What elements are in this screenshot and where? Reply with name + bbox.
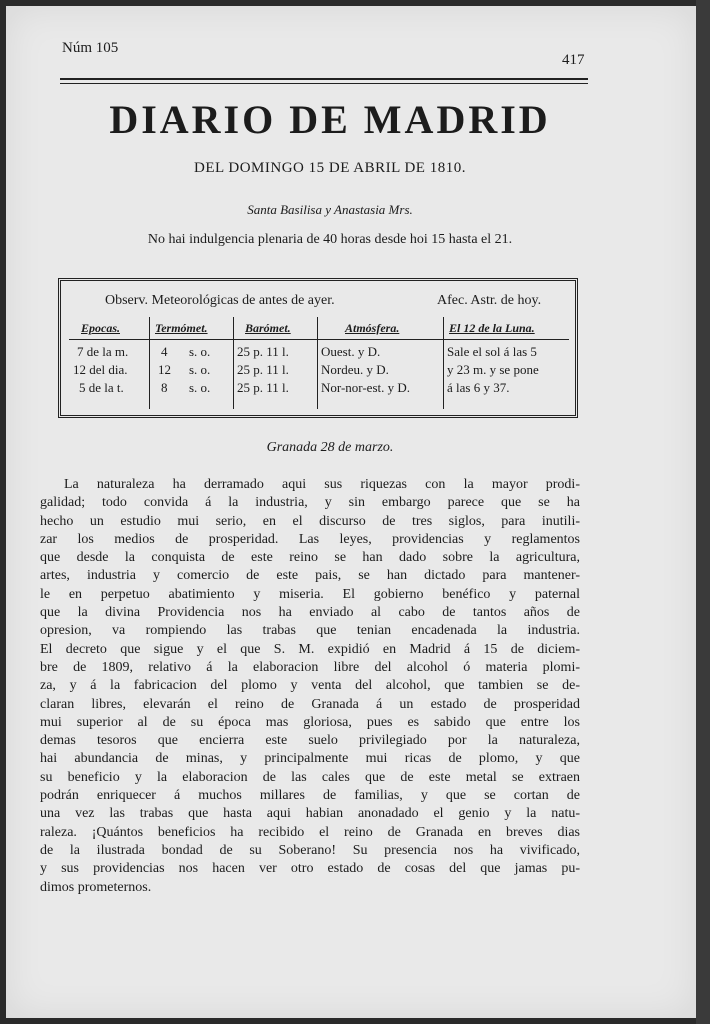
saints-of-day: Santa Basilisa y Anastasia Mrs.	[247, 202, 413, 217]
weather-col-divider	[233, 317, 234, 409]
astro-title: Afec. Astr. de hoy.	[437, 293, 542, 308]
col-epocas: Epocas.	[81, 321, 120, 335]
weather-col-divider	[149, 317, 150, 409]
header-rule	[60, 78, 588, 84]
article-line: za, y á la fabricacion del plomo y venta del alcohol, que tambien se de-	[40, 678, 580, 694]
weather-row-temp-scale: s. o.	[189, 362, 211, 377]
weather-row-atmosphere: Nordeu. y D.	[321, 362, 389, 377]
article-line: raleza. ¡Quántos beneficios ha recibido el reino de Granada en breves dias	[40, 824, 580, 840]
issue-number: Núm 105	[62, 40, 119, 56]
weather-row-temp: 4	[161, 344, 168, 359]
weather-row-pressure: 25 p. 11 l.	[237, 344, 289, 359]
weather-row-astro: y 23 m. y se pone	[447, 362, 539, 377]
col-luna: El 12 de la Luna.	[449, 321, 535, 335]
article-dateline: Granada 28 de marzo.	[266, 440, 394, 455]
article-line: La naturaleza ha derramado aqui sus riquezas con la mayor prodi-	[64, 477, 580, 492]
weather-row-atmosphere: Ouest. y D.	[321, 344, 381, 359]
weather-row-pressure: 25 p. 11 l.	[237, 380, 289, 395]
article-line: El decreto que sigue y el que S. M. expidió en Madrid á 15 de diciem-	[40, 641, 580, 657]
article-line: dimos prometernos.	[40, 879, 152, 895]
article-line: le en perpetuo abatimiento y miseria. El gobierno benéfico y paternal	[40, 586, 580, 602]
weather-col-divider	[443, 317, 444, 409]
weather-header	[67, 291, 571, 313]
col-termometro: Termómet.	[155, 321, 208, 335]
weather-row-temp: 12	[158, 362, 171, 377]
article-line: galidad; todo convida á la industria, y sin embargo parece que se ha	[40, 495, 580, 511]
weather-observations-title: Observ. Meteorológicas de antes de ayer.	[105, 293, 335, 308]
article-line: y sus providencias nos hacen ver otro estado de cosas del que jamas pu-	[40, 861, 580, 877]
article-line: demas tesoros que encierra este suelo privilegiado por la naturaleza,	[40, 733, 580, 749]
weather-row-temp-scale: s. o.	[189, 380, 211, 395]
page-number: 417	[562, 52, 585, 68]
article-line: opresion, va rompiendo las trabas que tenian encadenada la industria.	[40, 623, 580, 639]
weather-row-temp-scale: s. o.	[189, 344, 211, 359]
article-line: de la ilustrada bondad de su Soberano! Su presencia nos ha vivificado,	[40, 842, 580, 858]
weather-table	[58, 278, 578, 418]
masthead-title: DIARIO DE MADRID	[109, 97, 551, 142]
article-line: podrán enriquecer á muchos millares de familias, y que se cortan de	[40, 788, 580, 804]
weather-row-astro: á las 6 y 37.	[447, 380, 510, 395]
weather-row-time: 5 de la t.	[79, 380, 124, 395]
article-body	[40, 476, 580, 897]
weather-row-atmosphere: Nor-nor-est. y D.	[321, 380, 411, 395]
article-line: una vez las trabas que hasta aqui habian anonadado el genio y la natu-	[40, 806, 580, 822]
weather-row-time: 7 de la m.	[77, 344, 129, 359]
article-line: zar los medios de prosperidad. Las leyes, providencias y reglamentos	[40, 531, 580, 547]
article-line: hecho un estudio mui serio, en el discurso de tres siglos, para inutili-	[40, 513, 580, 529]
weather-row-temp: 8	[161, 380, 168, 395]
article-line: que desde la conquista de este reino se han dado sobre la agricultura,	[40, 550, 580, 566]
weather-header-rule	[69, 339, 569, 340]
article-line: su beneficio y la elaboracion de las cales que de este metal se extraen	[40, 769, 580, 785]
article-line: hai abundancia de minas, y principalmente mui ricas de plomo, y que	[40, 751, 580, 767]
weather-row-pressure: 25 p. 11 l.	[237, 362, 289, 377]
col-barometro: Barómet.	[245, 321, 291, 335]
weather-row-time: 12 del dia.	[73, 362, 128, 377]
article-line: claran libres, elevarán el reino de Granada á un estado de prosperidad	[40, 696, 580, 712]
indulgence-notice: No hai indulgencia plenaria de 40 horas desde hoi 15 hasta el 21.	[147, 232, 513, 247]
article-line: mui superior al de su época mas gloriosa, pues es sabido que entre los	[40, 714, 580, 730]
book-spine	[696, 0, 710, 1024]
article-line: que la divina Providencia nos ha enviado al cabo de tantos años de	[40, 605, 580, 621]
col-atmosfera: Atmósfera.	[345, 321, 400, 335]
weather-col-divider	[317, 317, 318, 409]
article-line: artes, industria y comercio de este pais, se han dictado para mantener-	[40, 568, 580, 584]
article-line: bre de 1809, relativo á la elaboracion libre del alcohol ó materia plomi-	[40, 659, 580, 675]
weather-row-astro: Sale el sol á las 5	[447, 344, 537, 359]
issue-date: DEL DOMINGO 15 DE ABRIL DE 1810.	[194, 160, 466, 176]
